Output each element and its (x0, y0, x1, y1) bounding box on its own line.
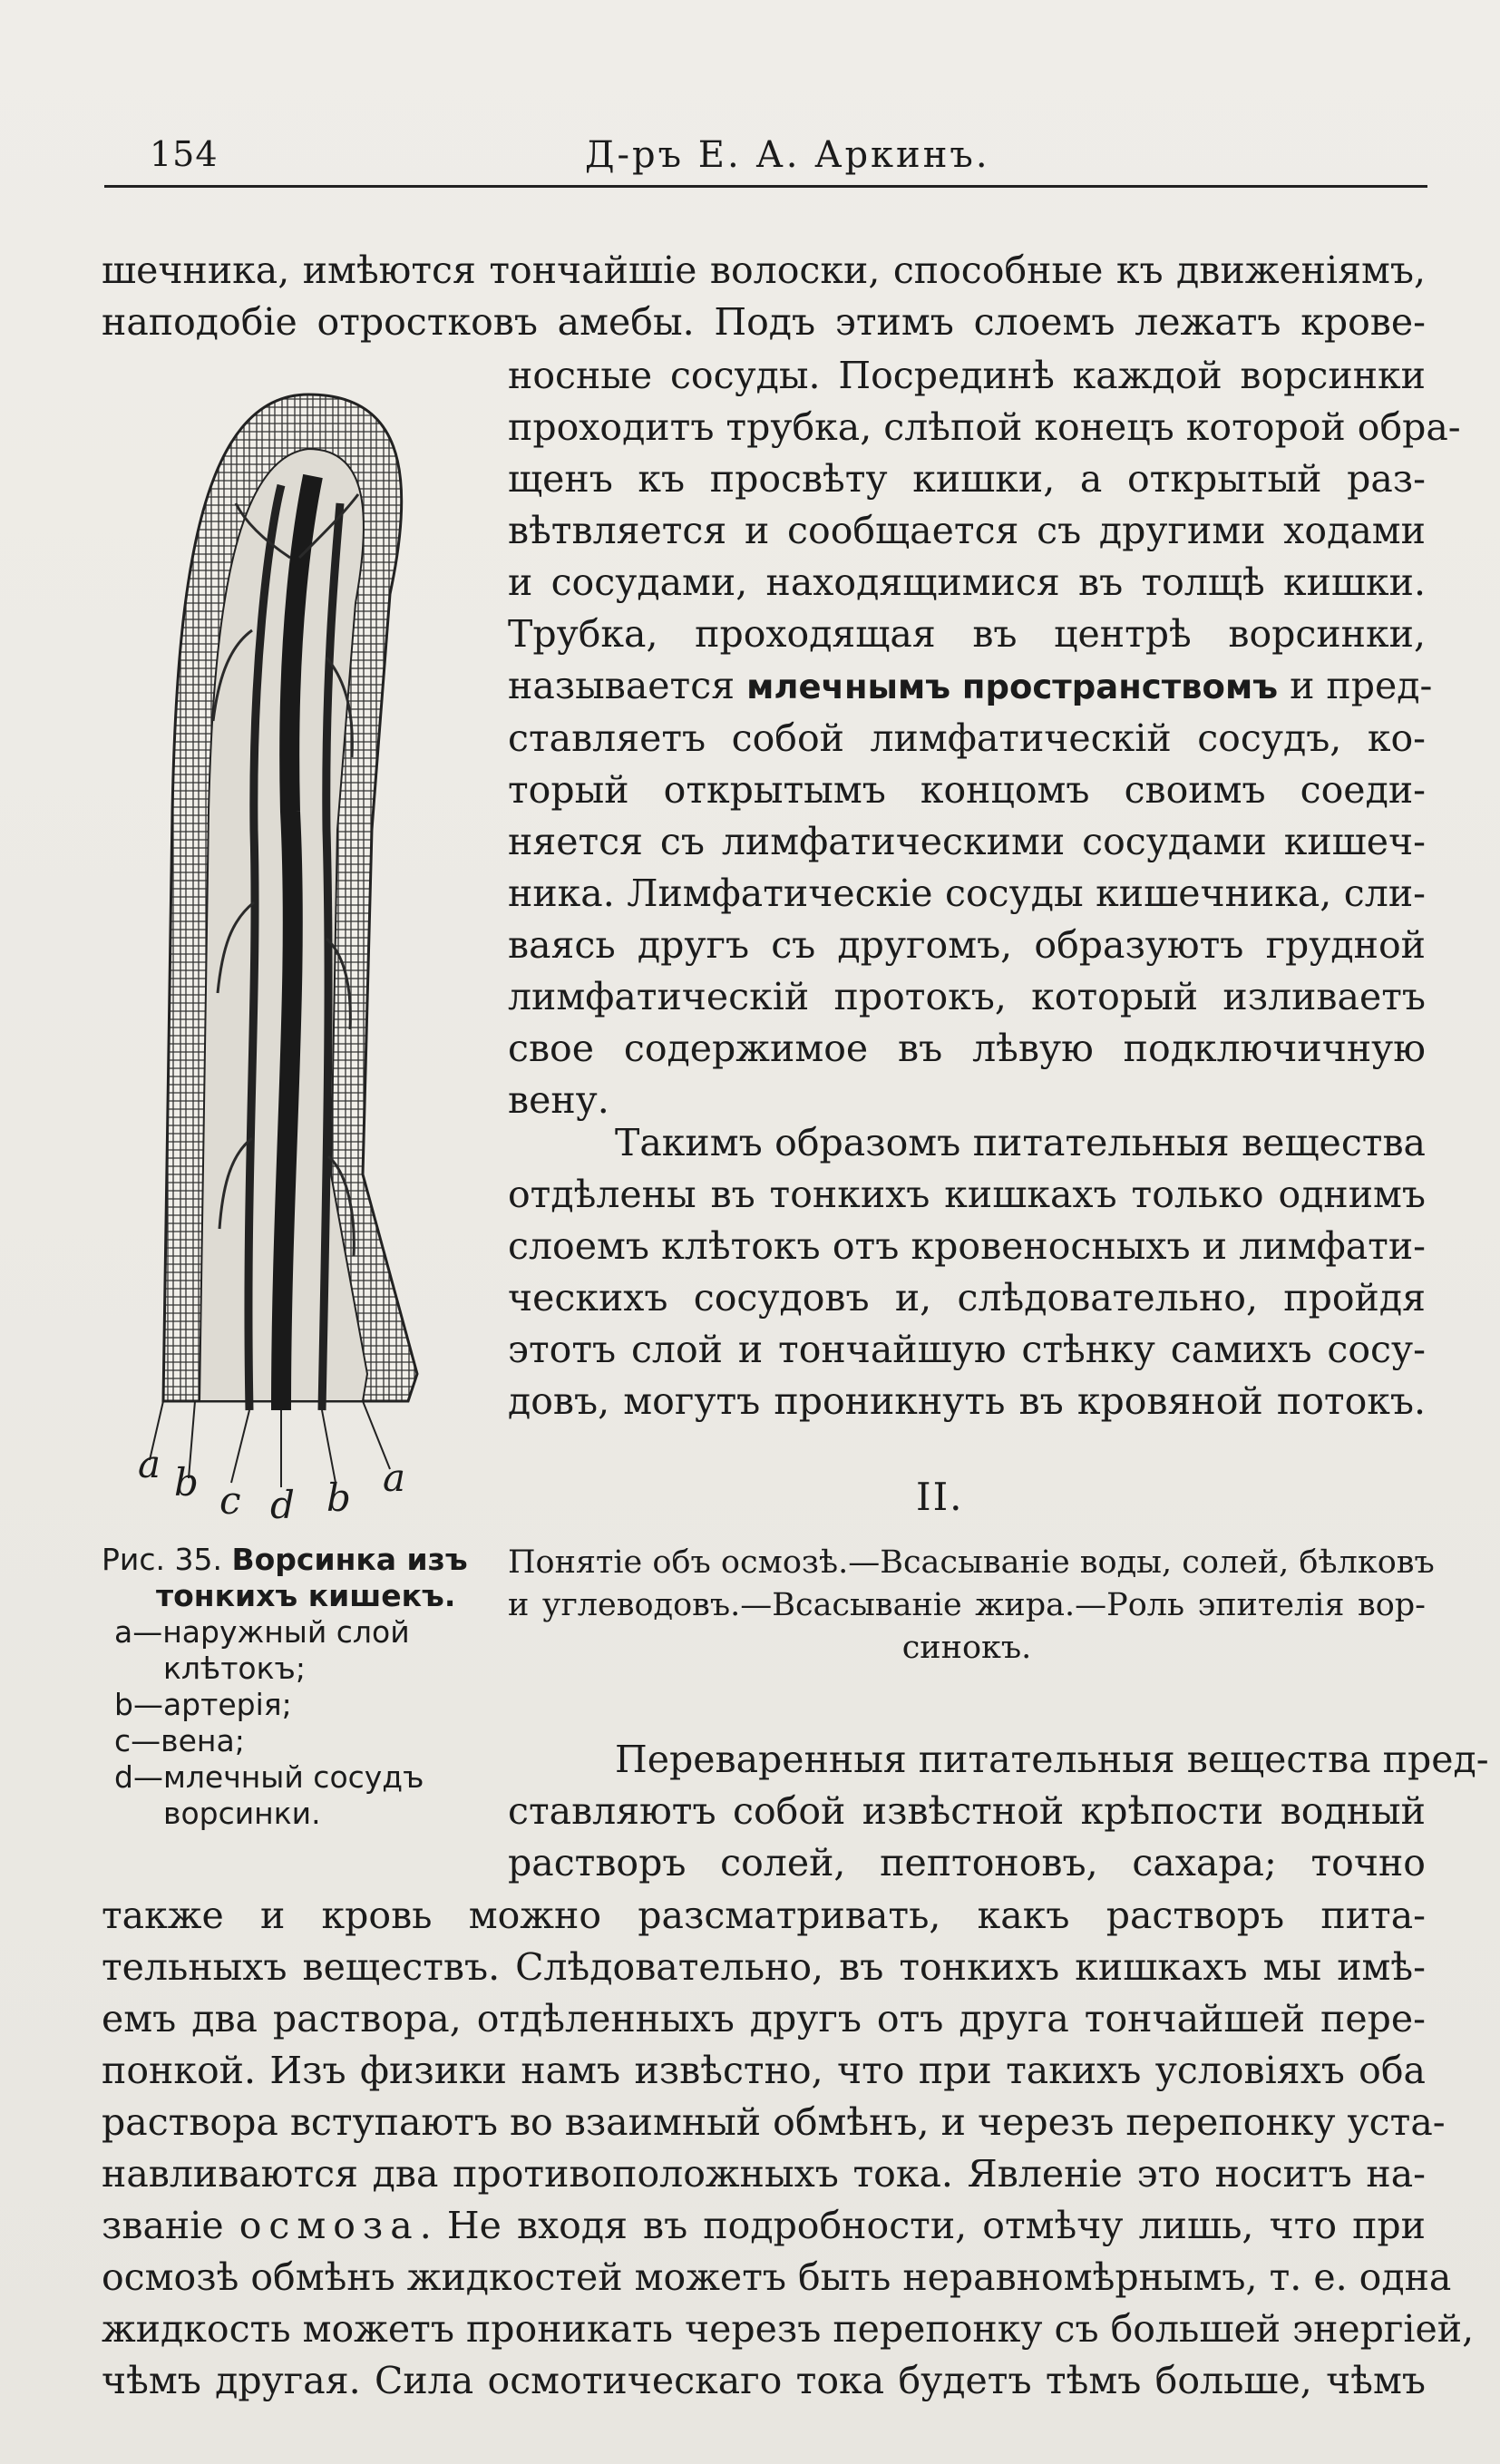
text-line: Переваренныя питательныя вещества пред- (615, 1738, 1489, 1781)
text-line (102, 2200, 1426, 2252)
spaced-term: осмоза (239, 2204, 420, 2247)
text-line: ваясь другъ съ другомъ, образуютъ грудной (508, 923, 1426, 967)
paragraph-osmosis-intro (508, 1734, 1489, 1889)
text-span: званіе (102, 2204, 239, 2247)
text-line: проходитъ трубка, слѣпой конецъ которой обра- (508, 405, 1461, 449)
text-span: называется (508, 664, 747, 707)
text-line: и сосудами, находящимися въ толщѣ кишки. (508, 560, 1426, 604)
text-line: растворъ солей, пептоновъ, сахара; точно (508, 1841, 1426, 1885)
legend-item: b—артерія; (114, 1687, 292, 1722)
text-line: тельныхъ веществъ. Слѣдовательно, въ тонкихъ кишкахъ мы имѣ- (102, 1945, 1426, 1989)
text-line: слоемъ клѣтокъ отъ кровеносныхъ и лимфати- (508, 1224, 1426, 1268)
legend-continuation: ворсинки. (163, 1796, 321, 1831)
text-line: Такимъ образомъ питательныя вещества (615, 1121, 1426, 1164)
text-line: торый открытымъ концомъ своимъ соеди- (508, 768, 1426, 812)
text-line: осмозѣ обмѣнъ жидкостей можетъ быть неравномѣрнымъ, т. е. одна (102, 2255, 1452, 2299)
text-line: лимфатическій протокъ, который изливаетъ (508, 975, 1426, 1018)
text-line (508, 660, 1433, 713)
text-line: довъ, могутъ проникнуть въ кровяной потокъ. (508, 1379, 1426, 1423)
figure-label-c: c (219, 1478, 241, 1523)
figure-label-a: a (138, 1442, 161, 1486)
text-line: этотъ слой и тончайшую стѣнку самихъ сосу- (508, 1328, 1426, 1371)
text-line: также и кровь можно разсматривать, какъ растворъ пита- (102, 1894, 1426, 1937)
paragraph-osmosis-continued (102, 1890, 1475, 2407)
legend-continuation: клѣтокъ; (163, 1651, 306, 1686)
legend-item: a—наружный слой (114, 1614, 410, 1650)
text-line: жидкость можетъ проникать черезъ перепонку съ большей энергіей, (102, 2307, 1475, 2351)
text-line: понкой. Изъ физики намъ извѣстно, что при такихъ условіяхъ оба (102, 2049, 1426, 2092)
section-summary (508, 1542, 1435, 1670)
page-number: 154 (150, 134, 219, 174)
text-line: емъ два раствора, отдѣленныхъ другъ отъ друга тончайшей пере- (102, 1997, 1426, 2040)
summary-line: синокъ. (901, 1630, 1032, 1666)
text-line: отдѣлены въ тонкихъ кишкахъ только однимъ (508, 1173, 1426, 1216)
figure-label-d: d (270, 1483, 295, 1527)
figure-label-b: b (326, 1475, 351, 1520)
text-line: ставляетъ собой лимфатическій сосудъ, ко- (508, 716, 1426, 760)
villus-drawing (145, 358, 508, 1537)
text-line: наподобіе отростковъ амебы. Подъ этимъ слоемъ лежатъ крове- (102, 300, 1426, 344)
intro-paragraph (102, 245, 1426, 348)
text-line: носные сосуды. Посрединѣ каждой ворсинки (508, 354, 1426, 397)
legend-item: c—вена; (114, 1723, 245, 1758)
summary-line: Понятіе объ осмозѣ.—Всасываніе воды, солей, бѣлковъ (508, 1544, 1435, 1581)
text-line: ческихъ сосудовъ и, слѣдовательно, пройдя (508, 1276, 1426, 1320)
text-span: . Не входя въ подробности, отмѣчу лишь, что при (419, 2204, 1426, 2247)
text-line: Трубка, проходящая въ центрѣ ворсинки, (508, 612, 1426, 656)
figure-caption (102, 1542, 492, 1832)
text-line: навливаются два противоположныхъ тока. Явленіе это носитъ на- (102, 2152, 1426, 2196)
bold-term: млечнымъ пространствомъ (746, 667, 1279, 706)
paragraph-milk-space (508, 350, 1461, 1126)
section-number: II. (916, 1475, 964, 1519)
caption-prefix: Рис. 35. (102, 1542, 232, 1577)
text-line: вену. (508, 1078, 609, 1122)
text-line: свое содержимое въ лѣвую подключичную (508, 1027, 1426, 1070)
text-line: шечника, имѣются тончайшіе волоски, способные къ движеніямъ, (102, 248, 1426, 292)
text-line: ника. Лимфатическіе сосуды кишечника, сли- (508, 872, 1426, 915)
figure-label-a: a (383, 1456, 406, 1500)
page-header (104, 125, 1427, 189)
summary-line: и углеводовъ.—Всасываніе жира.—Роль эпителія вор- (508, 1587, 1426, 1623)
header-rule (104, 185, 1427, 188)
text-span: и пред- (1278, 664, 1433, 707)
paragraph-separation (508, 1117, 1426, 1427)
caption-title-bold: Ворсинка изъ (231, 1542, 468, 1577)
figure-label-b: b (174, 1460, 199, 1505)
text-line: няется съ лимфатическими сосудами кишеч- (508, 820, 1426, 863)
text-line: вѣтвляется и сообщается съ другими ходами (508, 509, 1426, 552)
caption-title (102, 1542, 492, 1578)
text-line: чѣмъ другая. Сила осмотическаго тока будетъ тѣмъ больше, чѣмъ (102, 2359, 1426, 2402)
legend-item: d—млечный сосудъ (114, 1759, 424, 1795)
villus-illustration (138, 358, 508, 1537)
caption-title-bold-2: тонкихъ кишекъ. (156, 1578, 456, 1613)
text-line: ставляютъ собой извѣстной крѣпости водный (508, 1789, 1426, 1833)
text-line: раствора вступаютъ во взаимный обмѣнъ, и черезъ перепонку уста- (102, 2100, 1446, 2144)
text-line: щенъ къ просвѣту кишки, а открытый раз- (508, 457, 1426, 501)
running-head: Д-ръ Е. А. Аркинъ. (585, 134, 990, 176)
